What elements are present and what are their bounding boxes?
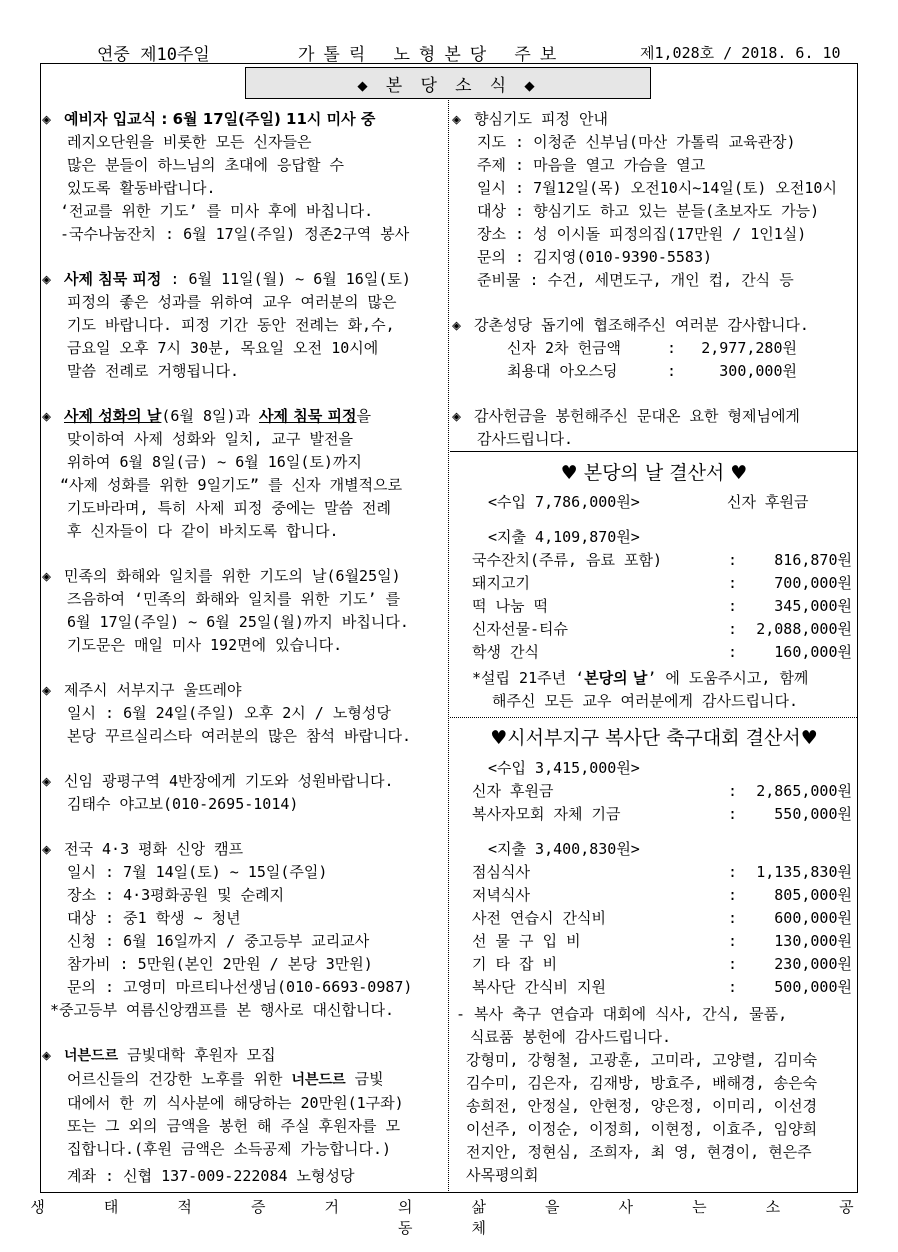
notice-line: 금요일 오후 7시 30분, 목요일 오전 10시에: [67, 339, 379, 357]
notice-title: 신임 광평구역 4반장에게 기도와 성원바랍니다.: [64, 772, 394, 790]
new-leader-notice: [42, 770, 444, 816]
liturgical-week: 연중 제10주일: [97, 45, 210, 65]
soccer-income-table: [472, 780, 852, 826]
ultreya-notice: [42, 679, 444, 748]
notice-line: 집합니다.(후원 금액은 소득공제 가능합니다.): [67, 1140, 392, 1158]
names-line: 사목평의회: [466, 1166, 539, 1184]
table-row: 저녁식사 : 805,000원: [472, 886, 852, 904]
notice-line-end: 금빛: [345, 1070, 384, 1088]
notice-line: 또는 그 외의 금액을 봉헌 해 주실 후원자를 모: [67, 1117, 401, 1135]
notice-line: ‘전교를 위한 기도’ 를 미사 후에 바칩니다.: [60, 202, 374, 220]
income-label: <수입 7,786,000원>: [488, 493, 640, 511]
table-row: 사전 연습시 간식비 : 600,000원: [472, 909, 852, 927]
diamond-bullet-icon: ◈: [42, 840, 52, 858]
notice-title: 향심기도 피정 안내: [474, 110, 608, 128]
notice-line: 일시 : 7월12일(목) 오전10시~14일(토) 오전10시: [477, 179, 837, 197]
notice-line: 기도문은 매일 미사 192면에 있습니다.: [67, 636, 343, 654]
diamond-bullet-icon: ◈: [42, 110, 52, 128]
notice-title: 사제 침묵 피정: [64, 270, 162, 288]
diamond-bullet-icon: ◈: [452, 407, 462, 425]
settlement-divider: [450, 451, 857, 452]
thanks-offering-notice: [452, 405, 856, 451]
retreat-notice: [42, 268, 444, 383]
names-line: 김수미, 김은자, 김재방, 방효주, 배해경, 송은숙: [466, 1074, 818, 1092]
notice-note: *중고등부 여름신앙캠프를 본 행사로 대신합니다.: [50, 1001, 394, 1019]
notice-title: 사제 성화의 날: [64, 407, 162, 425]
parish-day-emphasis: 본당의 날: [584, 669, 648, 687]
notice-line: 신청 : 6월 16일까지 / 중고등부 교리교사: [67, 932, 370, 950]
table-row: 선 물 구 입 비 : 130,000원: [472, 932, 852, 950]
expense-label: <지출 3,400,830원>: [488, 840, 640, 858]
diamond-bullet-icon: ◈: [42, 407, 52, 425]
notice-title-end: 을: [356, 407, 371, 425]
notice-line: 준비물 : 수건, 세면도구, 개인 컵, 간식 등: [477, 271, 794, 289]
notice-line: 본당 꾸르실리스타 여러분의 많은 참석 바랍니다.: [67, 727, 411, 745]
table-row: 신자 후원금 : 2,865,000원: [472, 782, 852, 800]
notice-line: 있도록 활동바랍니다.: [67, 179, 216, 197]
table-row: 돼지고기 : 700,000원: [472, 574, 852, 592]
notice-line: 김태수 야고보(010-2695-1014): [67, 795, 299, 813]
college-sponsor-notice: [42, 1044, 444, 1188]
soccer-thanks-note: - 복사 축구 연습과 대회에 식사, 간식, 물품, 식료품 봉헌에 감사드립니다.: [456, 1005, 788, 1046]
notice-line: 주제 : 마음을 열고 가슴을 열고: [477, 156, 706, 174]
notice-title: 민족의 화해와 일치를 위한 기도의 날(6월25일): [64, 567, 401, 585]
parish-day-title: ♥ 본당의 날 결산서 ♥: [560, 462, 748, 484]
account-info: 계좌 : 신협 137-009-222084 노형성당: [67, 1167, 355, 1185]
table-row: 국수잔치(주류, 음료 포함) : 816,870원: [472, 551, 852, 569]
college-name: 너븐드르: [64, 1048, 119, 1064]
diamond-bullet-icon: ◈: [452, 110, 462, 128]
notice-line: 대상 : 중1 학생 ~ 청년: [67, 909, 241, 927]
table-row: 학생 간식 : 160,000원: [472, 643, 852, 661]
parish-day-expense-table: [472, 549, 852, 664]
diamond-bullet-icon: ◈: [42, 567, 52, 585]
notice-line: 많은 분들이 하느님의 초대에 응답할 수: [67, 156, 344, 174]
notice-line: 일시 : 7월 14일(토) ~ 15일(주일): [67, 863, 328, 881]
reconciliation-notice: [42, 565, 444, 657]
bulletin-title: 가톨릭 노형본당 주보: [298, 45, 566, 65]
notice-title: 금빛대학 후원자 모집: [118, 1046, 276, 1064]
issue-number-date: 제1,028호 / 2018. 6. 10: [640, 44, 841, 62]
table-row: 기 타 잡 비 : 230,000원: [472, 955, 852, 973]
donation-row: 최용대 아오스딩 : 300,000원: [507, 362, 797, 380]
column-divider: [448, 100, 449, 1193]
parish-day-note: *설립 21주년 ‘본당의 날’ 에 도움주시고, 함께 해주신 모든 교우 여러분에게 감사드립니다.: [472, 669, 809, 710]
notice-line: 피정의 좋은 성과를 위하여 교우 여러분의 많은: [67, 293, 397, 311]
notice-line: 기도바라며, 특히 사제 피정 중에는 말씀 전례: [67, 499, 392, 517]
table-row: 복사자모회 자체 기금 : 550,000원: [472, 805, 852, 823]
notice-title-mid: (6월 8일)과: [161, 407, 260, 425]
sanctification-notice: [42, 405, 444, 543]
camp-notice: [42, 838, 444, 1022]
notice-line: 기도 바랍니다. 피정 기간 동안 전례는 화,수,: [67, 316, 395, 334]
gangchon-thanks: [452, 314, 856, 383]
donor-names: [466, 1049, 858, 1187]
notice-line: 위하여 6월 8일(금) ~ 6월 16일(토)까지: [67, 453, 362, 471]
soccer-expense-table: [472, 861, 852, 999]
table-row: 점심식사 : 1,135,830원: [472, 863, 852, 881]
confirmation-notice: [42, 108, 444, 246]
table-row: 신자선물-티슈 : 2,088,000원: [472, 620, 852, 638]
notice-line: 레지오단원을 비롯한 모든 신자들은: [67, 133, 312, 151]
donation-row: 신자 2차 헌금액 : 2,977,280원: [507, 339, 797, 357]
notice-line: 감사드립니다.: [477, 430, 573, 448]
notice-title: 제주시 서부지구 울뜨레야: [64, 681, 242, 699]
diamond-bullet-icon: ◈: [42, 772, 52, 790]
notice-line: -국수나눔잔치 : 6월 17일(주일) 정존2구역 봉사: [60, 225, 410, 243]
notice-line: 즈음하여 ‘민족의 화해와 일치를 위한 기도’ 를: [67, 590, 401, 608]
notice-line: 대에서 한 끼 식사분에 해당하는 20만원(1구좌): [67, 1094, 404, 1112]
notice-line: 일시 : 6월 24일(주일) 오후 2시 / 노형성당: [67, 704, 391, 722]
diamond-bullet-icon: ◈: [42, 270, 52, 288]
notice-line: 참가비 : 5만원(본인 2만원 / 본당 3만원): [67, 955, 373, 973]
names-line: 송희전, 안정실, 안현정, 양은정, 이미리, 이선경: [466, 1097, 818, 1115]
notice-title: 예비자 입교식 : 6월 17일(주일) 11시 미사 중: [64, 110, 376, 128]
table-row: 떡 나눔 떡 : 345,000원: [472, 597, 852, 615]
notice-title-dates: : 6월 11일(월) ~ 6월 16일(토): [161, 270, 411, 288]
table-row: 복사단 간식비 지원 : 500,000원: [472, 978, 852, 996]
notice-title-2: 사제 침묵 피정: [259, 407, 357, 425]
notice-title: 강촌성당 돕기에 협조해주신 여러분 감사합니다.: [474, 316, 809, 334]
names-line: 이선주, 이정순, 이정희, 이현정, 이효주, 임양희: [466, 1120, 818, 1138]
notice-line: 문의 : 고영미 마르티나선생님(010-6693-0987): [67, 978, 413, 996]
notice-line: 어르신들의 건강한 노후를 위한: [67, 1070, 292, 1088]
notice-line: 후 신자들이 다 같이 바치도록 합니다.: [67, 522, 339, 540]
expense-label: <지출 4,109,870원>: [488, 528, 640, 546]
diamond-bullet-icon: ◈: [452, 316, 462, 334]
section-title-box: [245, 67, 651, 99]
notice-line: 장소 : 4·3평화공원 및 순례지: [67, 886, 285, 904]
names-line: 강형미, 강형철, 고광훈, 고미라, 고양렬, 김미숙: [466, 1051, 818, 1069]
notice-line: 지도 : 이청준 신부님(마산 가톨릭 교육관장): [477, 133, 796, 151]
notice-line: 맞이하여 사제 성화와 일치, 교구 발전을: [67, 430, 354, 448]
diamond-bullet-icon: ◈: [42, 681, 52, 699]
notice-title: 감사헌금을 봉헌해주신 문대온 요한 형제님에게: [474, 407, 800, 425]
notice-line: 장소 : 성 이시돌 피정의집(17만원 / 1인1실): [477, 225, 807, 243]
soccer-title: ♥시서부지구 복사단 축구대회 결산서♥: [490, 727, 818, 749]
settlement-divider: [450, 717, 857, 718]
income-note: 신자 후원금: [727, 493, 809, 511]
notice-title: 전국 4·3 평화 신앙 캠프: [64, 840, 244, 858]
section-title: ◆ 본 당 소 식 ◆: [357, 75, 539, 96]
names-line: 전지안, 정현심, 조희자, 최 영, 현경이, 현은주: [466, 1143, 812, 1161]
notice-line: “사제 성화를 위한 9일기도” 를 신자 개별적으로: [60, 476, 403, 494]
left-column: [42, 108, 444, 1188]
right-column: [452, 108, 856, 451]
income-label: <수입 3,415,000원>: [488, 759, 640, 777]
diamond-bullet-icon: ◈: [42, 1046, 52, 1064]
prayer-retreat-notice: [452, 108, 856, 292]
notice-line: 말씀 전례로 거행됩니다.: [67, 362, 239, 380]
notice-line: 6월 17일(주일) ~ 6월 25일(월)까지 바칩니다.: [67, 613, 409, 631]
notice-line: 문의 : 김지영(010-9390-5583): [477, 248, 713, 266]
footer-motto: 생 태 적 증 거 의 삶 을 사 는 소 공 동 체: [30, 1198, 868, 1237]
college-name-inline: 너븐드르: [291, 1072, 346, 1088]
notice-line: 대상 : 향심기도 하고 있는 분들(초보자도 가능): [477, 202, 820, 220]
